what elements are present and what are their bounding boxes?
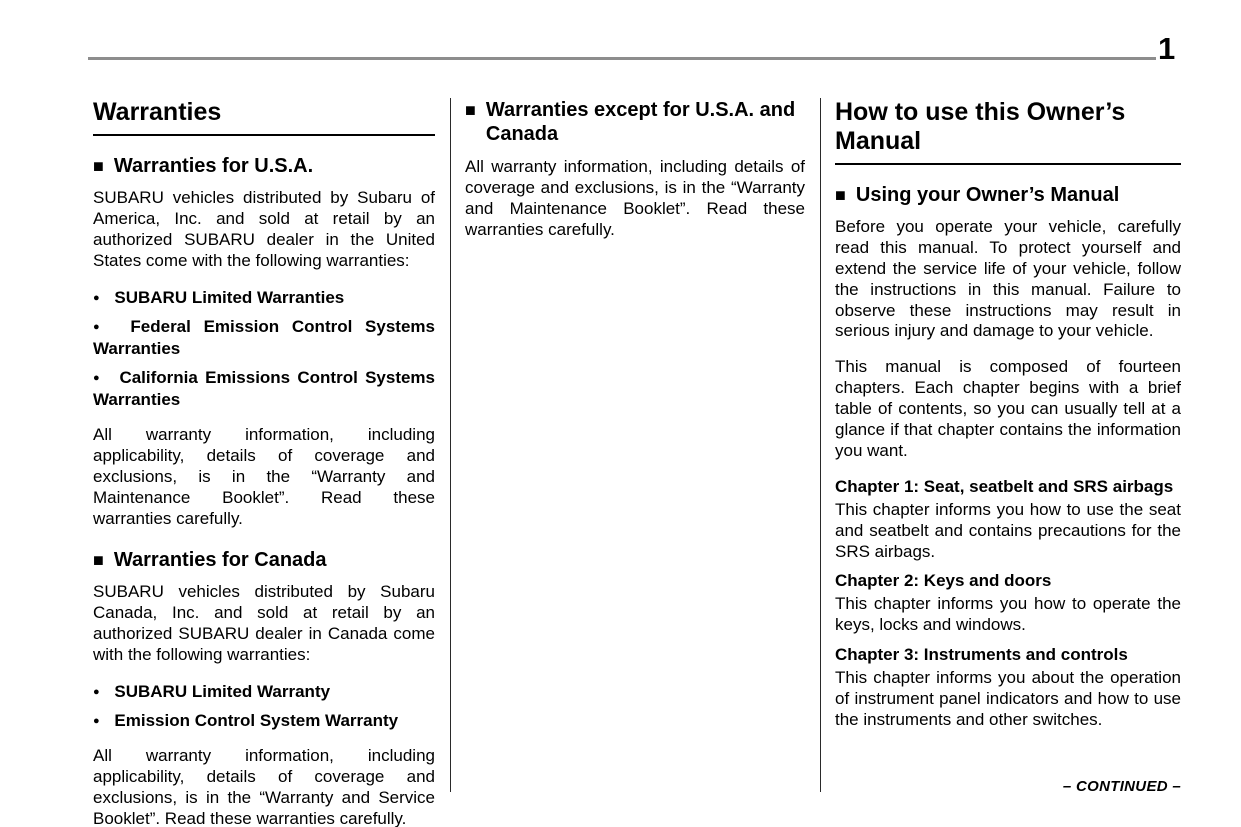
- square-marker-icon: ■: [465, 100, 476, 120]
- section-heading-warranties-except: [465, 98, 805, 147]
- square-marker-icon: ■: [93, 155, 104, 176]
- list-item-label: SUBARU Limited Warranty: [114, 681, 331, 701]
- bullet-icon: ●: [93, 320, 108, 333]
- section-heading-text: Warranties for Canada: [113, 548, 327, 571]
- paragraph-canada-intro: SUBARU vehicles distributed by Subaru Canada, Inc. and sold at retail by an authorized SUBARU dealer in Canada come with the following warranties:: [93, 582, 435, 664]
- square-marker-icon: ■: [835, 184, 846, 205]
- section-heading-text: Warranties for U.S.A.: [113, 154, 314, 177]
- section-heading-using-manual: [835, 183, 1181, 207]
- list-item: [93, 316, 435, 360]
- usa-warranty-list: [93, 287, 435, 411]
- list-item-label: Emission Control System Warranty: [114, 710, 399, 730]
- chapter-heading: Chapter 2: Keys and doors: [835, 571, 1052, 591]
- chapter-heading: Chapter 3: Instruments and controls: [835, 645, 1128, 665]
- canada-warranty-list: [93, 681, 435, 732]
- content-columns: [93, 98, 1181, 827]
- column-title-warranties: Warranties: [93, 98, 435, 136]
- list-item-label: SUBARU Limited Warranties: [114, 287, 345, 307]
- column-warranties: [93, 98, 435, 827]
- section-heading-warranties-usa: [93, 154, 435, 178]
- section-heading-warranties-canada: [93, 548, 435, 572]
- bullet-icon: ●: [93, 372, 103, 385]
- list-item: [93, 367, 435, 411]
- page-number: 1: [1158, 31, 1176, 66]
- top-rule: [88, 57, 1156, 60]
- paragraph-using-2: This manual is composed of fourteen chapters. Each chapter begins with a brief table of contents, so you can usually tell at a glance if that chapter contains the information you want.: [835, 357, 1181, 460]
- square-marker-icon: ■: [93, 549, 104, 570]
- column-warranties-other: [465, 98, 805, 255]
- continued-label: – CONTINUED –: [1062, 778, 1181, 795]
- chapter-body: This chapter informs you about the operation of instrument panel indicators and how to use the instruments and other switches.: [835, 668, 1181, 729]
- list-item: [93, 681, 435, 703]
- list-item-label: Federal Emission Control Systems Warranties: [93, 316, 435, 358]
- column-divider: [450, 98, 451, 792]
- chapter-body: This chapter informs you how to operate the keys, locks and windows.: [835, 594, 1181, 635]
- list-item: [93, 287, 435, 309]
- chapter-entry: [835, 645, 1181, 731]
- chapter-entry: [835, 477, 1181, 563]
- column-title-how-to-use: How to use this Owner’s Manual: [835, 98, 1181, 165]
- bullet-icon: ●: [93, 714, 100, 727]
- column-how-to-use: [835, 98, 1181, 736]
- bullet-icon: ●: [93, 291, 100, 304]
- column-divider: [820, 98, 821, 792]
- paragraph-other-body: All warranty information, including details of coverage and exclusions, is in the “Warranty and Maintenance Booklet”. Read these warranties carefully.: [465, 156, 805, 239]
- chapter-heading: Chapter 1: Seat, seatbelt and SRS airbags: [835, 476, 1174, 496]
- chapter-body: This chapter informs you how to use the seat and seatbelt and contains precautions for the SRS airbags.: [835, 499, 1181, 561]
- bullet-icon: ●: [93, 685, 100, 698]
- paragraph-usa-outro: All warranty information, including applicability, details of coverage and exclusions, is in the “Warranty and Maintenance Booklet”. Read these warranties carefully.: [93, 425, 435, 528]
- list-item-label: California Emissions Control Systems Warranties: [93, 368, 436, 410]
- paragraph-using-1: Before you operate your vehicle, carefully read this manual. To protect yourself and extend the service life of your vehicle, follow the instructions in this manual. Failure to observe these instructions may result in serious injury and damage to your vehicle.: [835, 216, 1181, 341]
- section-heading-text: Using your Owner’s Manual: [855, 183, 1120, 206]
- list-item: [93, 710, 435, 732]
- chapter-entry: [835, 571, 1181, 636]
- paragraph-usa-intro: SUBARU vehicles distributed by Subaru of America, Inc. and sold at retail by an authorized SUBARU dealer in the United States come with the following warranties:: [93, 188, 435, 270]
- paragraph-canada-outro: All warranty information, including applicability, details of coverage and exclusions, is in the “Warranty and Service Booklet”. Read these warranties carefully.: [93, 745, 435, 827]
- section-heading-text: Warranties except for U.S.A. and Canada: [485, 99, 796, 146]
